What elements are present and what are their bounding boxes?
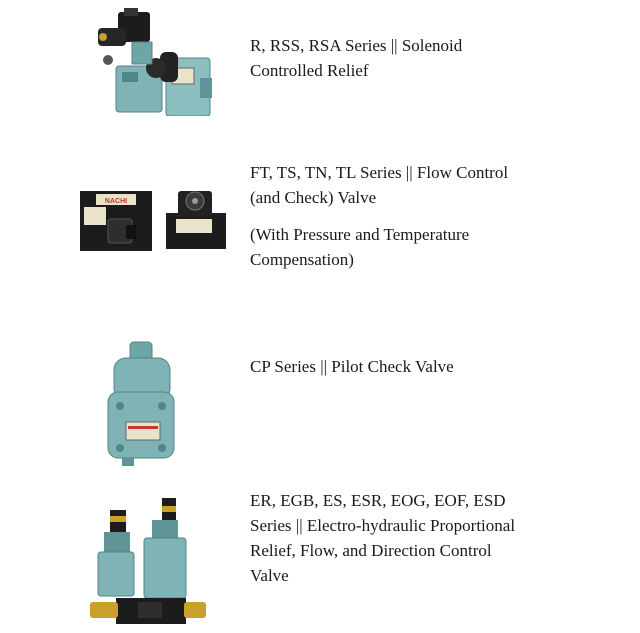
product-title-line: ER, EGB, ES, ESR, EOG, EOF, ESD bbox=[250, 491, 506, 510]
product-row-2 bbox=[0, 140, 640, 310]
flow-control-valve-image bbox=[78, 185, 230, 260]
product-description bbox=[250, 33, 620, 83]
product-title-line: Relief, Flow, and Direction Control bbox=[250, 541, 492, 560]
product-note-line: (With Pressure and Temperature bbox=[250, 225, 470, 244]
product-title-line: Series || Electro-hydraulic Proportional bbox=[250, 516, 516, 535]
product-title-line: FT, TS, TN, TL Series || Flow Control bbox=[250, 163, 509, 182]
product-note-line: Compensation) bbox=[250, 250, 354, 269]
nachi-label: NACHI bbox=[104, 198, 128, 205]
product-row-3 bbox=[0, 310, 640, 480]
product-description bbox=[250, 354, 620, 379]
product-title-line: R, RSS, RSA Series || Solenoid bbox=[250, 36, 463, 55]
product-row-4 bbox=[0, 480, 640, 630]
product-row-1 bbox=[0, 0, 640, 140]
solenoid-relief-valve-image bbox=[88, 8, 223, 121]
proportional-valve-image bbox=[88, 498, 208, 633]
product-title-line: Controlled Relief bbox=[250, 61, 369, 80]
product-description bbox=[250, 160, 620, 272]
product-title-line: (and Check) Valve bbox=[250, 188, 377, 207]
product-title-line: CP Series || Pilot Check Valve bbox=[250, 357, 454, 376]
pilot-check-valve-image bbox=[100, 340, 180, 473]
product-description bbox=[250, 488, 620, 588]
product-title-line: Valve bbox=[250, 566, 289, 585]
